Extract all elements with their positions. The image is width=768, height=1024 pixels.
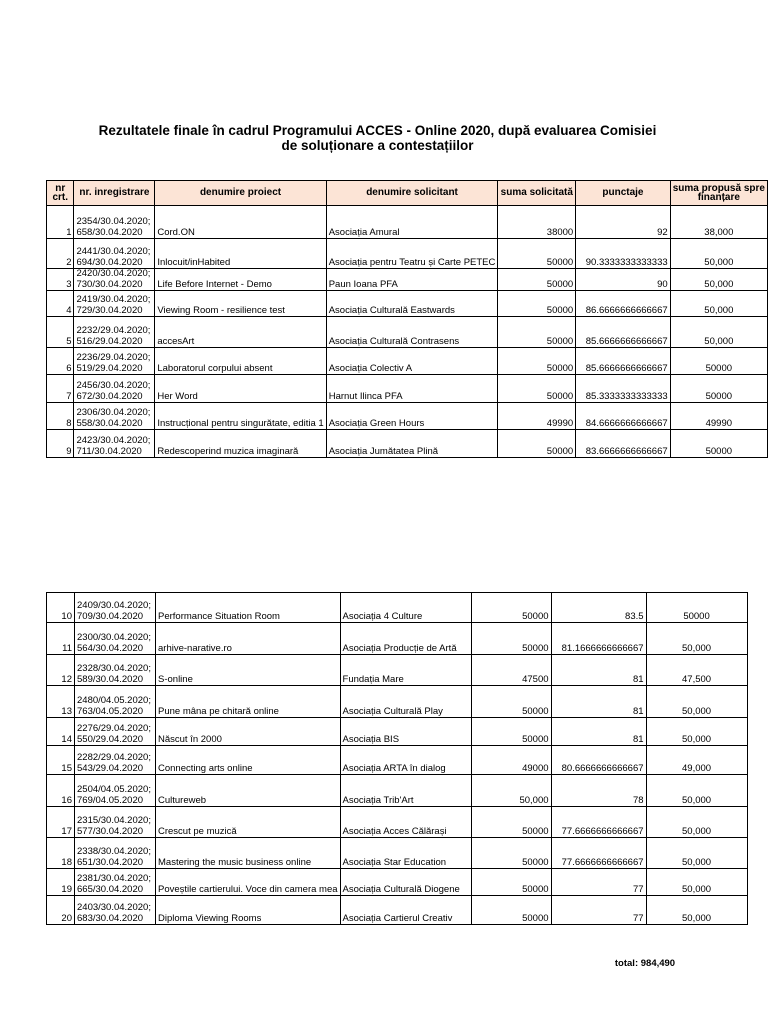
- header-requested: suma solicitată: [498, 181, 576, 206]
- requested-amount: 50000: [471, 718, 551, 746]
- score-value: 85.3333333333333: [576, 375, 670, 403]
- header-registration: nr. inregistrare: [74, 181, 155, 206]
- header-score: punctaje: [576, 181, 670, 206]
- score-value: 81: [551, 718, 646, 746]
- applicant-name: Asociația Star Education: [340, 838, 471, 869]
- row-number: 9: [47, 430, 74, 458]
- registration-cell: [75, 593, 156, 623]
- table-row: [47, 686, 748, 718]
- registration-cell: [75, 655, 156, 686]
- requested-amount: 50000: [471, 593, 551, 623]
- registration-cell: [74, 269, 155, 291]
- table-row: [47, 269, 768, 291]
- proposed-amount: 50000: [670, 430, 767, 458]
- proposed-amount: 50,000: [670, 317, 767, 348]
- registration-line-1: 2276/29.04.2020;: [77, 723, 151, 734]
- requested-amount: 50000: [498, 317, 576, 348]
- row-number: 14: [47, 718, 75, 746]
- score-value: 85.6666666666667: [576, 317, 670, 348]
- row-number: 15: [47, 746, 75, 775]
- score-value: 84.6666666666667: [576, 403, 670, 430]
- registration-line-2: 519/29.04.2020: [76, 362, 143, 374]
- registration-line-2: 558/30.04.2020: [76, 417, 143, 429]
- registration-cell: [75, 746, 156, 775]
- table-row: [47, 869, 748, 896]
- registration-line-2: 564/30.04.2020: [77, 642, 144, 654]
- requested-amount: 50000: [498, 239, 576, 269]
- registration-line-2: 709/30.04.2020: [77, 610, 144, 622]
- registration-line-1: 2338/30.04.2020;: [77, 846, 151, 857]
- registration-cell: [74, 317, 155, 348]
- registration-cell: [74, 206, 155, 239]
- row-number: 6: [47, 348, 74, 375]
- page-title: [40, 123, 715, 153]
- registration-cell: [75, 623, 156, 655]
- project-name: Inlocuit/inHabited: [155, 239, 326, 269]
- results-table-bottom: [46, 592, 748, 925]
- registration-line-2: 577/30.04.2020: [77, 825, 144, 837]
- project-name: Life Before Internet - Demo: [155, 269, 326, 291]
- registration-line-1: 2282/29.04.2020;: [77, 752, 151, 763]
- registration-line-1: 2441/30.04.2020;: [76, 246, 151, 257]
- registration-cell: [75, 718, 156, 746]
- score-value: 80.6666666666667: [551, 746, 646, 775]
- score-value: 81: [551, 655, 646, 686]
- score-value: 77.6666666666667: [551, 807, 646, 838]
- table-row: [47, 593, 748, 623]
- registration-line-2: 651/30.04.2020: [77, 856, 144, 868]
- registration-line-1: 2328/30.04.2020;: [77, 663, 151, 674]
- table-row: [47, 403, 768, 430]
- table-row: [47, 655, 748, 686]
- row-number: 4: [47, 291, 74, 317]
- registration-cell: [74, 430, 155, 458]
- requested-amount: 50000: [498, 430, 576, 458]
- table-row: [47, 291, 768, 317]
- score-value: 77: [551, 896, 646, 925]
- table-row: [47, 317, 768, 348]
- project-name: Pune mâna pe chitară online: [156, 686, 341, 718]
- registration-cell: [74, 375, 155, 403]
- proposed-amount: 50,000: [646, 807, 747, 838]
- registration-cell: [74, 403, 155, 430]
- registration-line-2: 730/30.04.2020: [76, 278, 143, 290]
- requested-amount: 50000: [471, 807, 551, 838]
- registration-line-1: 2300/30.04.2020;: [77, 632, 151, 643]
- proposed-amount: 50,000: [670, 269, 767, 291]
- row-number: 13: [47, 686, 75, 718]
- registration-cell: [75, 686, 156, 718]
- registration-line-2: 711/30.04.2020: [76, 445, 142, 457]
- project-name: Cord.ON: [155, 206, 326, 239]
- registration-cell: [74, 348, 155, 375]
- requested-amount: 50000: [471, 838, 551, 869]
- requested-amount: 38000: [498, 206, 576, 239]
- requested-amount: 47500: [471, 655, 551, 686]
- registration-line-1: 2232/29.04.2020;: [76, 325, 151, 336]
- registration-line-2: 589/30.04.2020: [77, 673, 144, 685]
- results-table-top: [46, 180, 768, 458]
- registration-cell: [75, 838, 156, 869]
- score-value: 85.6666666666667: [576, 348, 670, 375]
- row-number: 8: [47, 403, 74, 430]
- registration-line-1: 2504/04.05.2020;: [77, 784, 151, 795]
- project-name: Laboratorul corpului absent: [155, 348, 326, 375]
- table-row: [47, 375, 768, 403]
- project-name: accesArt: [155, 317, 326, 348]
- registration-line-2: 543/29.04.2020: [77, 762, 144, 774]
- registration-line-1: 2381/30.04.2020;: [77, 873, 151, 884]
- proposed-amount: 38,000: [670, 206, 767, 239]
- registration-line-2: 769/04.05.2020: [77, 794, 144, 806]
- applicant-name: Asociația ARTA în dialog: [340, 746, 471, 775]
- project-name: Instrucțional pentru singurătate, editia 1: [155, 403, 326, 430]
- requested-amount: 50000: [498, 269, 576, 291]
- registration-line-1: 2236/29.04.2020;: [76, 352, 151, 363]
- applicant-name: Asociația Colectiv A: [326, 348, 498, 375]
- registration-cell: [75, 807, 156, 838]
- table-row: [47, 718, 748, 746]
- table-row: [47, 896, 748, 925]
- header-applicant: denumire solicitant: [326, 181, 498, 206]
- row-number: 18: [47, 838, 75, 869]
- registration-line-2: 658/30.04.2020: [76, 226, 143, 238]
- requested-amount: 50000: [471, 686, 551, 718]
- project-name: Poveștile cartierului. Voce din camera mea: [156, 869, 341, 896]
- applicant-name: Asociația Trib'Art: [340, 775, 471, 807]
- proposed-amount: 50000: [670, 348, 767, 375]
- row-number: 2: [47, 239, 74, 269]
- registration-cell: [75, 869, 156, 896]
- proposed-amount: 50,000: [646, 623, 747, 655]
- proposed-amount: 49990: [670, 403, 767, 430]
- registration-line-2: 694/30.04.2020: [76, 256, 143, 268]
- proposed-amount: 50,000: [646, 896, 747, 925]
- registration-line-1: 2354/30.04.2020;: [76, 216, 151, 227]
- score-value: 90: [576, 269, 670, 291]
- registration-cell: [74, 291, 155, 317]
- registration-line-2: 672/30.04.2020: [76, 390, 143, 402]
- score-value: 81.1666666666667: [551, 623, 646, 655]
- registration-line-1: 2423/30.04.2020;: [76, 435, 151, 446]
- row-number: 20: [47, 896, 75, 925]
- table-row: [47, 239, 768, 269]
- requested-amount: 50000: [471, 869, 551, 896]
- score-value: 92: [576, 206, 670, 239]
- row-number: 3: [47, 269, 74, 291]
- header-proposed: suma propusă spre finanțare: [670, 181, 767, 206]
- registration-cell: [75, 775, 156, 807]
- project-name: S-online: [156, 655, 341, 686]
- project-name: Her Word: [155, 375, 326, 403]
- applicant-name: Asociația Producție de Artă: [340, 623, 471, 655]
- row-number: 16: [47, 775, 75, 807]
- row-number: 12: [47, 655, 75, 686]
- table-row: [47, 206, 768, 239]
- table-row: [47, 746, 748, 775]
- header-nr: nr crt.: [47, 181, 74, 206]
- project-name: Viewing Room - resilience test: [155, 291, 326, 317]
- registration-line-2: 516/29.04.2020: [76, 335, 143, 347]
- proposed-amount: 50000: [646, 593, 747, 623]
- applicant-name: Asociația Jumătatea Plină: [326, 430, 498, 458]
- header-project: denumire proiect: [155, 181, 326, 206]
- registration-line-2: 550/29.04.2020: [77, 733, 144, 745]
- project-name: arhive-narative.ro: [156, 623, 341, 655]
- table-row: [47, 430, 768, 458]
- proposed-amount: 47,500: [646, 655, 747, 686]
- score-value: 90.3333333333333: [576, 239, 670, 269]
- registration-line-1: 2306/30.04.2020;: [76, 407, 151, 418]
- applicant-name: Asociația Cartierul Creativ: [340, 896, 471, 925]
- proposed-amount: 50000: [670, 375, 767, 403]
- row-number: 1: [47, 206, 74, 239]
- registration-line-2: 729/30.04.2020: [76, 304, 143, 316]
- row-number: 19: [47, 869, 75, 896]
- project-name: Connecting arts online: [156, 746, 341, 775]
- score-value: 78: [551, 775, 646, 807]
- project-name: Diploma Viewing Rooms: [156, 896, 341, 925]
- project-name: Redescoperind muzica imaginară: [155, 430, 326, 458]
- score-value: 83.6666666666667: [576, 430, 670, 458]
- registration-line-1: 2315/30.04.2020;: [77, 815, 151, 826]
- row-number: 5: [47, 317, 74, 348]
- applicant-name: Asociația Amural: [326, 206, 498, 239]
- proposed-amount: 49,000: [646, 746, 747, 775]
- table-row: [47, 807, 748, 838]
- project-name: Performance Situation Room: [156, 593, 341, 623]
- proposed-amount: 50,000: [646, 869, 747, 896]
- title-line-2: de soluționare a contestațiilor: [281, 138, 474, 153]
- proposed-amount: 50,000: [670, 239, 767, 269]
- proposed-amount: 50,000: [646, 775, 747, 807]
- registration-line-1: 2456/30.04.2020;: [76, 380, 151, 391]
- requested-amount: 50000: [498, 375, 576, 403]
- proposed-amount: 50,000: [646, 838, 747, 869]
- total-amount: total: 984,490: [614, 958, 676, 969]
- table-row: [47, 775, 748, 807]
- applicant-name: Asociația 4 Culture: [340, 593, 471, 623]
- applicant-name: Asociația pentru Teatru și Carte PETEC: [326, 239, 498, 269]
- score-value: 77: [551, 869, 646, 896]
- requested-amount: 50000: [471, 623, 551, 655]
- proposed-amount: 50,000: [646, 718, 747, 746]
- applicant-name: Asociația Green Hours: [326, 403, 498, 430]
- requested-amount: 50000: [471, 896, 551, 925]
- score-value: 83.5: [551, 593, 646, 623]
- table-row: [47, 348, 768, 375]
- row-number: 7: [47, 375, 74, 403]
- registration-line-1: 2480/04.05.2020;: [77, 695, 151, 706]
- project-name: Crescut pe muzică: [156, 807, 341, 838]
- registration-line-2: 665/30.04.2020: [77, 883, 144, 895]
- applicant-name: Asociația Culturală Contrasens: [326, 317, 498, 348]
- requested-amount: 49990: [498, 403, 576, 430]
- registration-line-1: 2403/30.04.2020;: [77, 902, 151, 913]
- applicant-name: Asociația Culturală Diogene: [340, 869, 471, 896]
- row-number: 17: [47, 807, 75, 838]
- score-value: 77.6666666666667: [551, 838, 646, 869]
- applicant-name: Asociația BIS: [340, 718, 471, 746]
- requested-amount: 49000: [471, 746, 551, 775]
- project-name: Cultureweb: [156, 775, 341, 807]
- requested-amount: 50000: [498, 348, 576, 375]
- applicant-name: Asociația Acces Călărași: [340, 807, 471, 838]
- header-row: [47, 181, 768, 206]
- project-name: Mastering the music business online: [156, 838, 341, 869]
- registration-line-2: 763/04.05.2020: [77, 705, 144, 717]
- score-value: 81: [551, 686, 646, 718]
- applicant-name: Asociația Culturală Play: [340, 686, 471, 718]
- proposed-amount: 50,000: [670, 291, 767, 317]
- registration-line-2: 683/30.04.2020: [77, 912, 144, 924]
- row-number: 11: [47, 623, 75, 655]
- applicant-name: Paun Ioana PFA: [326, 269, 498, 291]
- requested-amount: 50,000: [471, 775, 551, 807]
- applicant-name: Fundația Mare: [340, 655, 471, 686]
- table-row: [47, 623, 748, 655]
- registration-cell: [75, 896, 156, 925]
- applicant-name: Harnut Ilinca PFA: [326, 375, 498, 403]
- proposed-amount: 50,000: [646, 686, 747, 718]
- project-name: Născut în 2000: [156, 718, 341, 746]
- title-line-1: Rezultatele finale în cadrul Programului ACCES - Online 2020, după evaluarea Comisiei: [98, 123, 657, 138]
- registration-line-1: 2419/30.04.2020;: [76, 294, 151, 305]
- table-row: [47, 838, 748, 869]
- registration-line-1: 2409/30.04.2020;: [77, 600, 151, 611]
- score-value: 86.6666666666667: [576, 291, 670, 317]
- row-number: 10: [47, 593, 75, 623]
- registration-cell: [74, 239, 155, 269]
- registration-line-1: 2420/30.04.2020;: [76, 268, 151, 279]
- requested-amount: 50000: [498, 291, 576, 317]
- applicant-name: Asociația Culturală Eastwards: [326, 291, 498, 317]
